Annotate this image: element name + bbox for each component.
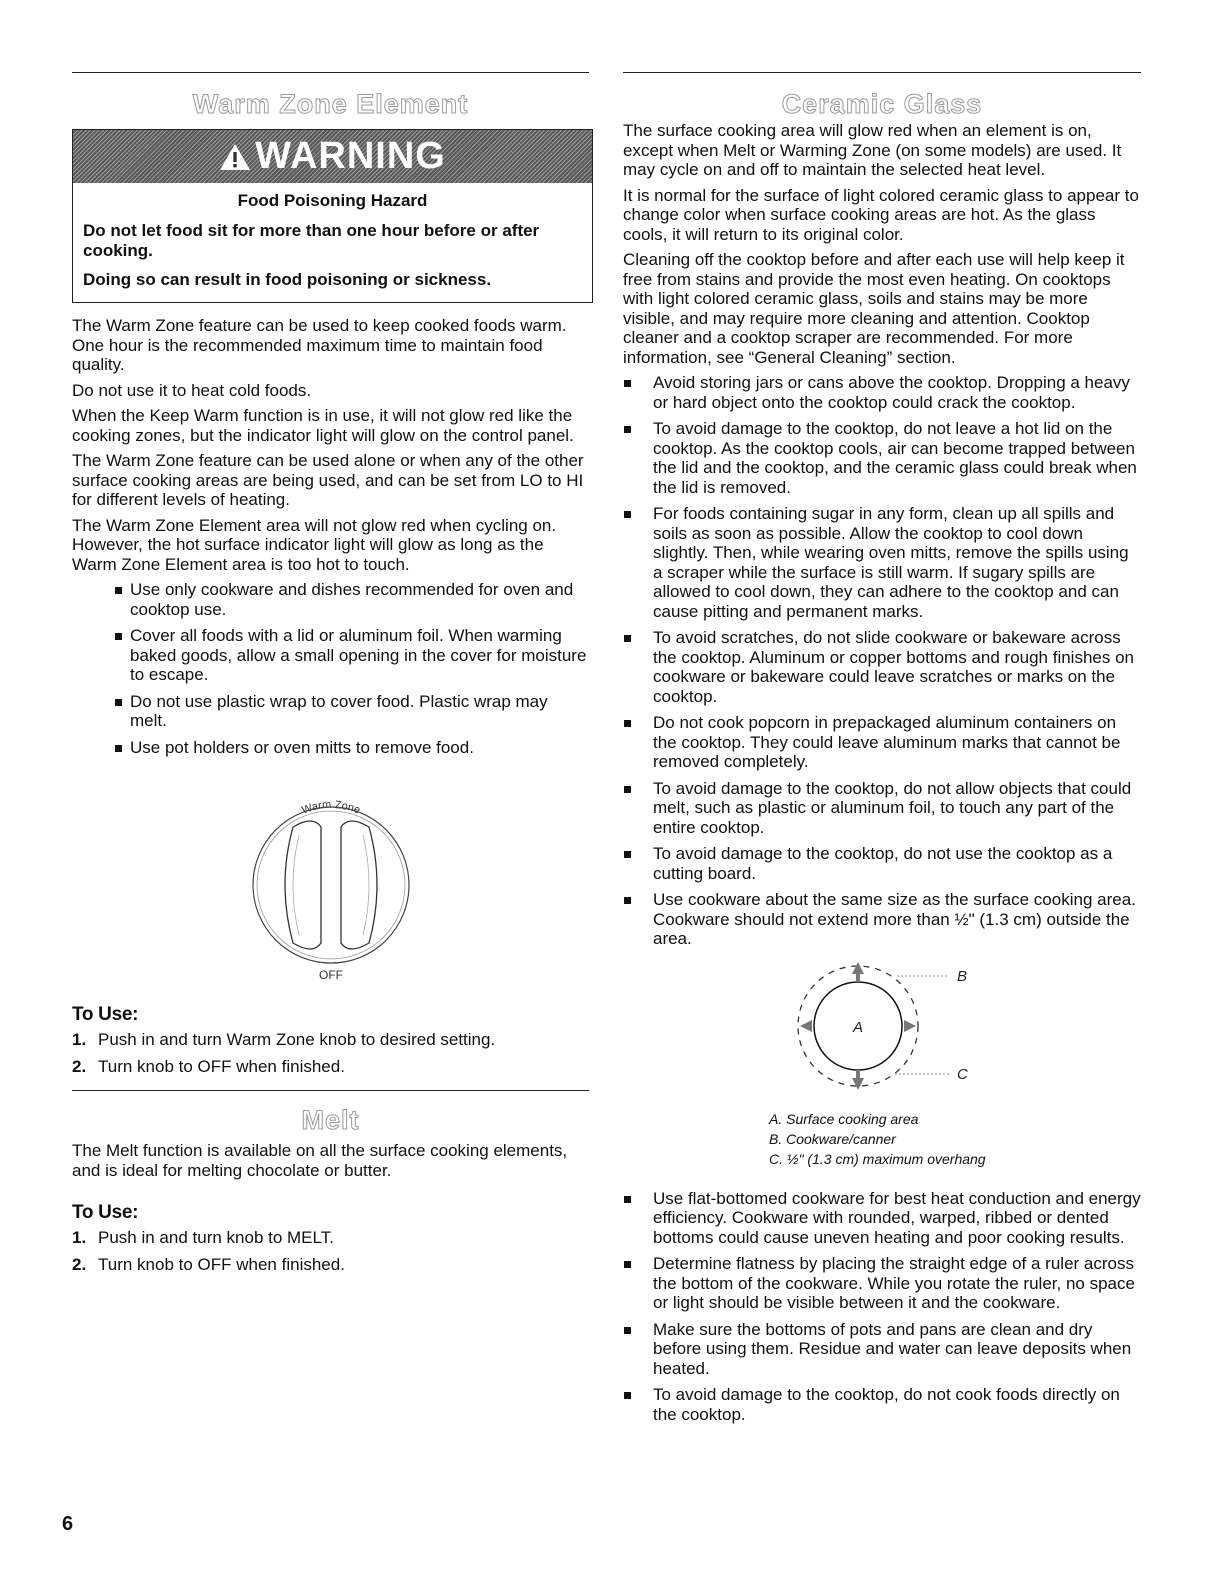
- warm-zone-paragraph: The Warm Zone Element area will not glow red when cycling on. However, the hot surface indicator light will glow as long as the Warm Zone Element area is too hot to touch.: [72, 515, 557, 574]
- list-item: Cover all foods with a lid or aluminum foil. When warming baked goods, allow a small opening in the cover for moisture to escape.: [72, 626, 589, 685]
- knob-illustration: [231, 765, 431, 985]
- top-rule-right: [623, 72, 1141, 73]
- diagram-label-a: A: [852, 1018, 864, 1036]
- knob-off-label: OFF: [318, 968, 343, 982]
- warm-zone-title: Warm Zone Element: [192, 89, 469, 119]
- step-number: 1.: [72, 1228, 87, 1247]
- step-item: [72, 1030, 589, 1050]
- warning-box: [72, 129, 593, 303]
- step-number: 2.: [72, 1056, 87, 1076]
- warning-line-2: Doing so can result in food poisoning or sickness.: [83, 270, 492, 289]
- ceramic-paragraph: It is normal for the surface of light colored ceramic glass to appear to change color when surface cooking areas are hot. As the glass cools, it will return to its original color.: [623, 185, 1139, 244]
- warm-zone-bullets: [72, 580, 589, 757]
- ceramic-bullets: [623, 373, 1141, 949]
- warm-zone-paragraph: Do not use it to heat cold foods.: [72, 380, 312, 400]
- cookware-overhang-diagram: [763, 956, 1141, 1101]
- ceramic-paragraph: Cleaning off the cooktop before and after each use will help keep it free from stains and provide the most even heating. On cooktops with light colored ceramic glass, soils and stains may be more visible, and may require more cleaning and attention. Cooktop cleaner and a cooktop scraper are recommended. For more information, see “General Cleaning” section.: [623, 250, 1125, 367]
- warm-zone-paragraph: The Warm Zone feature can be used to keep cooked foods warm. One hour is the recommended maximum time to maintain food quality.: [72, 316, 567, 374]
- list-item: Determine flatness by placing the straight edge of a ruler across the bottom of the cookware. While you rotate the ruler, no space or light should be visible between it and the cookware.: [623, 1254, 1141, 1313]
- melt-paragraph: The Melt function is available on all the surface cooking elements, and is ideal for melting chocolate or butter.: [72, 1141, 568, 1180]
- knob-top-label: Warm Zone: [299, 798, 362, 817]
- list-item: To avoid damage to the cooktop, do not leave a hot lid on the cooktop. As the cooktop cools, air can become trapped between the lid and the cooktop, and the ceramic glass could break when the lid is removed.: [623, 419, 1141, 497]
- caption-c: C. ½" (1.3 cm) maximum overhang: [769, 1150, 986, 1167]
- warning-banner: [73, 130, 592, 183]
- step-text: Push in and turn knob to MELT.: [98, 1228, 334, 1247]
- overhang-illustration: [763, 956, 1003, 1096]
- warning-hazard: Food Poisoning Hazard: [237, 191, 428, 210]
- list-item: To avoid scratches, do not slide cookware or bakeware across the cooktop. Aluminum or copper bottoms and rough finishes on cookware or bakeware could leave scratches or marks on the cooktop.: [623, 628, 1141, 706]
- step-number: 1.: [72, 1030, 87, 1049]
- left-column: [72, 72, 589, 1281]
- step-item: [72, 1057, 589, 1077]
- warning-label: WARNING: [255, 135, 446, 177]
- list-item: Use only cookware and dishes recommended for oven and cooktop use.: [72, 580, 589, 619]
- diagram-label-c: C: [957, 1065, 968, 1083]
- melt-rule: [72, 1090, 589, 1091]
- step-item: [72, 1228, 589, 1248]
- list-item: Do not cook popcorn in prepackaged aluminum containers on the cooktop. They could leave aluminum marks that cannot be removed completely.: [623, 713, 1141, 772]
- step-text: Turn knob to OFF when finished.: [98, 1056, 345, 1076]
- warm-zone-steps: [72, 1030, 589, 1076]
- list-item: Use flat-bottomed cookware for best heat conduction and energy efficiency. Cookware with rounded, warped, ribbed or dented bottoms could cause uneven heating and poor cooking results.: [623, 1189, 1141, 1248]
- melt-steps: [72, 1228, 589, 1274]
- top-rule-left: [72, 72, 589, 73]
- step-item: [72, 1255, 589, 1275]
- ceramic-paragraph: The surface cooking area will glow red when an element is on, except when Melt or Warming Zone (on some models) are used. It may cycle on and off to maintain the selected heat level.: [623, 121, 1122, 179]
- caption-a: A. Surface cooking area: [769, 1110, 919, 1127]
- diagram-captions: [769, 1109, 1141, 1169]
- ceramic-glass-title: Ceramic Glass: [781, 89, 983, 119]
- warning-line-1: Do not let food sit for more than one hour before or after cooking.: [83, 221, 540, 260]
- ceramic-bullets-2: [623, 1189, 1141, 1425]
- step-number: 2.: [72, 1254, 87, 1274]
- warm-zone-knob-figure: [72, 765, 589, 990]
- caption-b: B. Cookware/canner: [769, 1130, 896, 1147]
- melt-title: Melt: [301, 1105, 360, 1135]
- list-item: Use cookware about the same size as the surface cooking area. Cookware should not extend more than ½" (1.3 cm) outside the area.: [623, 890, 1141, 949]
- warning-body: [73, 183, 592, 302]
- warning-triangle-icon: [219, 142, 251, 172]
- warm-zone-paragraph: When the Keep Warm function is in use, it will not glow red like the cooking zones, but the indicator light will glow on the control panel.: [72, 406, 574, 445]
- diagram-label-b: B: [957, 967, 968, 985]
- right-column: [623, 72, 1141, 1431]
- list-item: Use pot holders or oven mitts to remove food.: [72, 738, 589, 758]
- page-number: 6: [62, 1513, 74, 1535]
- list-item: To avoid damage to the cooktop, do not cook foods directly on the cooktop.: [623, 1385, 1141, 1424]
- warm-zone-to-use-heading: To Use:: [72, 1004, 139, 1025]
- list-item: To avoid damage to the cooktop, do not use the cooktop as a cutting board.: [623, 844, 1141, 883]
- list-item: Make sure the bottoms of pots and pans are clean and dry before using them. Residue and water can leave deposits when heated.: [623, 1320, 1141, 1379]
- list-item: To avoid damage to the cooktop, do not allow objects that could melt, such as plastic or aluminum foil, to touch any part of the entire cooktop.: [623, 779, 1141, 838]
- list-item: Do not use plastic wrap to cover food. Plastic wrap may melt.: [72, 692, 589, 731]
- list-item: Avoid storing jars or cans above the cooktop. Dropping a heavy or hard object onto the cooktop could crack the cooktop.: [623, 373, 1141, 412]
- step-text: Turn knob to OFF when finished.: [98, 1254, 345, 1274]
- warm-zone-paragraph: The Warm Zone feature can be used alone or when any of the other surface cooking areas are being used, and can be set from LO to HI for different levels of heating.: [72, 451, 584, 509]
- melt-to-use-heading: To Use:: [72, 1202, 139, 1223]
- list-item: For foods containing sugar in any form, clean up all spills and soils as soon as possible. Allow the cooktop to cool down slightly. Then, while wearing oven mitts, remove the spills using a scraper while the surface is still warm. If sugary spills are allowed to cool down, they can adhere to the cooktop and can cause pitting and permanent marks.: [623, 504, 1141, 621]
- step-text: Push in and turn Warm Zone knob to desired setting.: [98, 1030, 496, 1049]
